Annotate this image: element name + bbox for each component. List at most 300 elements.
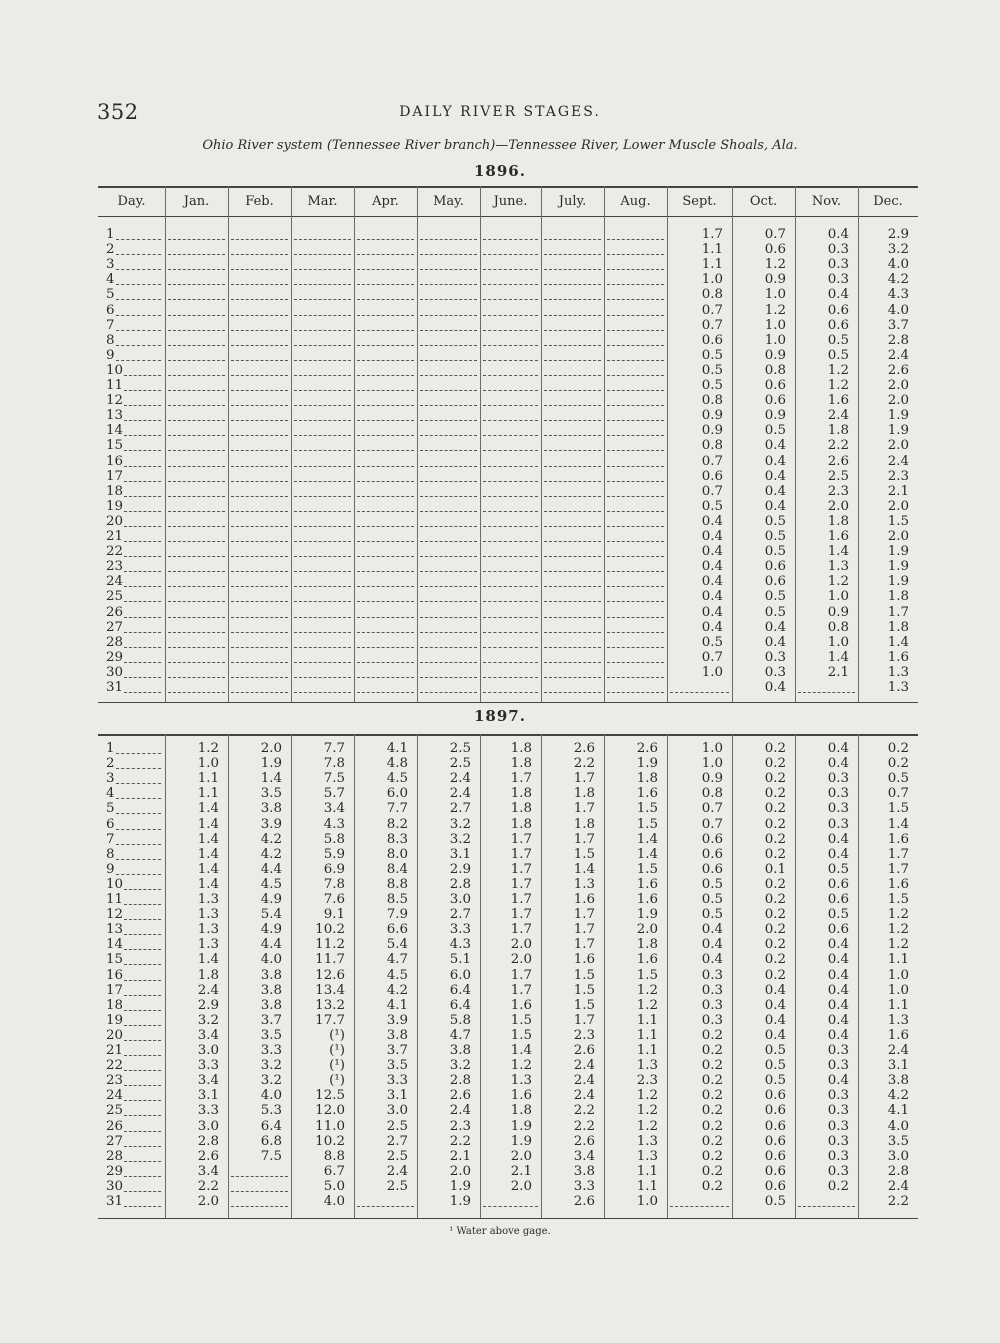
empty-cell xyxy=(483,284,538,285)
stage-value: 1.1 xyxy=(636,1012,658,1028)
empty-cell xyxy=(168,284,225,285)
stage-value: 5.0 xyxy=(323,1178,345,1194)
stage-value: 0.3 xyxy=(701,967,723,983)
stage-value: 0.9 xyxy=(827,604,849,620)
stage-value: 6.4 xyxy=(260,1118,282,1134)
stage-value: 3.0 xyxy=(197,1043,219,1058)
stage-value: 0.4 xyxy=(701,937,723,953)
stage-value: 4.8 xyxy=(386,756,408,772)
empty-cell xyxy=(294,466,351,467)
stage-value: 2.6 xyxy=(827,453,849,469)
empty-cell xyxy=(544,450,601,451)
stage-value: 0.2 xyxy=(887,756,909,772)
empty-cell xyxy=(357,390,414,391)
stage-value: 1.7 xyxy=(887,861,909,877)
stage-value: 0.3 xyxy=(827,1103,849,1119)
empty-cell xyxy=(231,692,288,693)
stage-value: 1.4 xyxy=(197,861,219,877)
empty-cell xyxy=(607,420,664,421)
stage-value: 3.8 xyxy=(260,967,282,983)
stage-value: 17.7 xyxy=(315,1012,345,1028)
stage-value: 0.5 xyxy=(764,589,786,605)
stage-value: 2.3 xyxy=(636,1073,658,1089)
stage-value: 0.3 xyxy=(827,786,849,802)
stage-value: 0.4 xyxy=(764,1027,786,1043)
stage-value: 1.6 xyxy=(827,393,849,409)
stage-value: 1.6 xyxy=(636,952,658,968)
stage-value: 1.9 xyxy=(449,1178,471,1194)
stage-value: 1.0 xyxy=(197,756,219,772)
stage-value: 2.3 xyxy=(573,1027,595,1043)
empty-cell xyxy=(168,677,225,678)
stage-value: 0.2 xyxy=(764,756,786,772)
day-number: 2 xyxy=(106,756,115,772)
day-number: 24 xyxy=(106,574,124,590)
stage-value: 0.5 xyxy=(701,907,723,923)
stage-value: 0.7 xyxy=(701,453,723,469)
stage-value: 1.4 xyxy=(573,861,595,877)
empty-cell xyxy=(168,405,225,406)
stage-value: 0.2 xyxy=(764,831,786,847)
empty-cell xyxy=(420,345,477,346)
stage-value: 2.4 xyxy=(827,408,849,424)
day-number: 5 xyxy=(106,801,115,817)
day-leader xyxy=(124,1055,161,1056)
stage-value: 1.7 xyxy=(510,876,532,892)
day-number: 20 xyxy=(106,513,124,529)
stage-value: 1.4 xyxy=(197,816,219,832)
empty-cell xyxy=(357,632,414,633)
empty-cell xyxy=(357,647,414,648)
stage-value: 0.6 xyxy=(764,574,786,590)
empty-cell xyxy=(483,375,538,376)
stage-value: 1.8 xyxy=(636,771,658,787)
empty-cell xyxy=(294,269,351,270)
stage-value: 3.7 xyxy=(887,317,909,333)
empty-cell xyxy=(231,450,288,451)
stage-value: 1.3 xyxy=(636,1148,658,1164)
stage-value: 0.3 xyxy=(701,982,723,998)
empty-cell xyxy=(544,330,601,331)
empty-cell xyxy=(607,345,664,346)
stage-value: 4.1 xyxy=(887,1103,909,1119)
empty-cell xyxy=(544,284,601,285)
stage-value: 1.5 xyxy=(573,982,595,998)
empty-cell xyxy=(168,420,225,421)
empty-cell xyxy=(483,601,538,602)
day-number: 26 xyxy=(106,1118,124,1134)
empty-cell xyxy=(607,390,664,391)
stage-value: 1.4 xyxy=(636,831,658,847)
stage-value: 9.1 xyxy=(323,907,345,923)
stage-value: 0.2 xyxy=(764,967,786,983)
stage-value: 2.0 xyxy=(510,952,532,968)
stage-value: 8.4 xyxy=(386,861,408,877)
empty-cell xyxy=(231,254,288,255)
empty-cell xyxy=(483,420,538,421)
day-number: 8 xyxy=(106,332,115,348)
empty-cell xyxy=(168,330,225,331)
stage-value: 3.4 xyxy=(197,1073,219,1089)
day-number: 14 xyxy=(106,937,124,953)
year-heading: 1897. xyxy=(474,707,526,725)
empty-cell xyxy=(483,511,538,512)
stage-value: 3.4 xyxy=(323,801,345,817)
stage-value: 1.4 xyxy=(197,876,219,892)
stage-value: 0.8 xyxy=(701,438,723,454)
stage-value: 0.5 xyxy=(764,1194,786,1209)
empty-cell xyxy=(294,360,351,361)
day-number: 7 xyxy=(106,317,115,333)
stage-value: 1.5 xyxy=(636,801,658,817)
stage-value: 7.6 xyxy=(323,892,345,907)
empty-cell xyxy=(420,632,477,633)
day-leader xyxy=(124,586,161,587)
empty-cell xyxy=(544,390,601,391)
stage-value: 0.7 xyxy=(764,227,786,242)
empty-cell xyxy=(231,586,288,587)
stage-value: 2.6 xyxy=(887,362,909,378)
stage-value: 0.5 xyxy=(764,513,786,529)
stage-value: 2.1 xyxy=(827,664,849,680)
stage-value: 3.4 xyxy=(197,1027,219,1043)
empty-cell xyxy=(357,284,414,285)
day-leader xyxy=(116,269,161,270)
empty-cell xyxy=(168,647,225,648)
stage-value: 0.4 xyxy=(827,846,849,862)
stage-value: 1.5 xyxy=(573,846,595,862)
stage-value: 1.0 xyxy=(636,1194,658,1209)
footnote: ¹ Water above gage. xyxy=(449,1226,551,1237)
stage-value: 2.4 xyxy=(887,1043,909,1058)
empty-cell xyxy=(544,405,601,406)
empty-cell xyxy=(231,662,288,663)
day-number: 11 xyxy=(106,378,124,393)
stage-value: 0.2 xyxy=(701,1133,723,1149)
day-number: 28 xyxy=(106,1148,124,1164)
empty-cell xyxy=(357,541,414,542)
empty-cell xyxy=(607,360,664,361)
stage-value: 0.1 xyxy=(764,861,786,877)
stage-value: 4.9 xyxy=(260,892,282,907)
stage-value: 4.0 xyxy=(260,1088,282,1104)
stage-value: 1.9 xyxy=(887,423,909,439)
stage-value: 1.2 xyxy=(636,982,658,998)
empty-cell xyxy=(420,450,477,451)
empty-cell xyxy=(357,586,414,587)
empty-cell xyxy=(168,269,225,270)
empty-cell xyxy=(607,481,664,482)
day-number: 21 xyxy=(106,529,124,544)
empty-cell xyxy=(483,330,538,331)
stage-value: 0.6 xyxy=(701,846,723,862)
stage-value: 1.4 xyxy=(197,831,219,847)
stage-value: 4.2 xyxy=(887,272,909,288)
day-leader xyxy=(116,345,161,346)
empty-cell xyxy=(483,556,538,557)
stage-value: 1.2 xyxy=(510,1058,532,1074)
stage-value: 0.5 xyxy=(764,1073,786,1089)
empty-cell xyxy=(420,601,477,602)
stage-value: 0.2 xyxy=(764,922,786,938)
empty-cell xyxy=(420,692,477,693)
column-header: June. xyxy=(493,194,528,209)
empty-cell xyxy=(231,601,288,602)
stage-value: 4.1 xyxy=(386,997,408,1013)
stage-value: 0.6 xyxy=(827,317,849,333)
empty-cell xyxy=(420,662,477,663)
stage-value: 0.3 xyxy=(827,816,849,832)
empty-cell xyxy=(544,299,601,300)
stage-value: 1.0 xyxy=(764,317,786,333)
stage-value: 2.6 xyxy=(573,741,595,756)
stage-value: 0.3 xyxy=(827,1163,849,1179)
stage-value: 2.2 xyxy=(573,756,595,772)
stage-value: 2.6 xyxy=(573,1043,595,1058)
stage-value: 3.3 xyxy=(197,1058,219,1074)
empty-cell xyxy=(168,299,225,300)
stage-value: 1.3 xyxy=(510,1073,532,1089)
stage-value: 0.3 xyxy=(827,242,849,258)
empty-cell xyxy=(231,405,288,406)
stage-value: 1.1 xyxy=(197,786,219,802)
empty-cell xyxy=(168,511,225,512)
stage-value: 3.5 xyxy=(386,1058,408,1074)
empty-cell xyxy=(357,1206,414,1207)
stage-value: 4.2 xyxy=(260,831,282,847)
day-leader xyxy=(124,450,161,451)
column-header: Apr. xyxy=(372,194,399,209)
empty-cell xyxy=(483,617,538,618)
day-number: 21 xyxy=(106,1043,124,1058)
stage-value: 0.5 xyxy=(764,604,786,620)
stage-value: 1.4 xyxy=(197,846,219,862)
empty-cell xyxy=(357,571,414,572)
empty-cell xyxy=(168,556,225,557)
empty-cell xyxy=(420,556,477,557)
day-leader xyxy=(124,526,161,527)
stage-value: 0.4 xyxy=(701,513,723,529)
empty-cell xyxy=(294,601,351,602)
empty-cell xyxy=(168,526,225,527)
empty-cell xyxy=(231,375,288,376)
stage-value: 0.6 xyxy=(827,892,849,907)
stage-value: 0.6 xyxy=(764,1133,786,1149)
day-leader xyxy=(116,798,161,799)
stage-value: 1.2 xyxy=(764,302,786,318)
empty-cell xyxy=(483,571,538,572)
empty-cell xyxy=(357,617,414,618)
stage-value: 0.3 xyxy=(827,801,849,817)
empty-cell xyxy=(168,496,225,497)
empty-cell xyxy=(607,526,664,527)
stage-value: 2.0 xyxy=(197,1194,219,1209)
stage-value: 2.0 xyxy=(887,498,909,514)
empty-cell xyxy=(607,239,664,240)
stage-value: 1.8 xyxy=(510,756,532,772)
day-leader xyxy=(116,859,161,860)
stage-value: 0.7 xyxy=(701,816,723,832)
stage-value: 1.9 xyxy=(887,544,909,560)
empty-cell xyxy=(483,586,538,587)
stage-value: 8.8 xyxy=(386,876,408,892)
day-leader xyxy=(124,1100,161,1101)
day-number: 14 xyxy=(106,423,124,439)
stage-value: 3.8 xyxy=(260,997,282,1013)
empty-cell xyxy=(483,466,538,467)
column-divider xyxy=(541,186,542,702)
empty-cell xyxy=(607,677,664,678)
empty-cell xyxy=(357,556,414,557)
empty-cell xyxy=(607,647,664,648)
stage-value: 11.2 xyxy=(315,937,345,953)
stage-value: 2.1 xyxy=(449,1148,471,1164)
stage-value: 1.9 xyxy=(887,574,909,590)
day-number: 12 xyxy=(106,907,124,923)
day-number: 5 xyxy=(106,287,115,303)
column-header: Mar. xyxy=(307,194,338,209)
stage-value: 1.8 xyxy=(510,801,532,817)
stage-value: 0.2 xyxy=(701,1073,723,1089)
stage-value: 2.1 xyxy=(887,483,909,499)
empty-cell xyxy=(607,571,664,572)
stage-value: 3.3 xyxy=(573,1178,595,1194)
empty-cell xyxy=(168,541,225,542)
stage-value: 1.3 xyxy=(887,1012,909,1028)
empty-cell xyxy=(231,496,288,497)
empty-cell xyxy=(357,405,414,406)
day-leader xyxy=(124,375,161,376)
stage-value: 1.0 xyxy=(764,287,786,303)
empty-cell xyxy=(231,571,288,572)
stage-value: (¹) xyxy=(329,1043,345,1058)
stage-value: 0.4 xyxy=(827,227,849,242)
empty-cell xyxy=(544,571,601,572)
stage-value: 12.5 xyxy=(315,1088,345,1104)
empty-cell xyxy=(168,315,225,316)
empty-cell xyxy=(607,299,664,300)
stage-value: 1.2 xyxy=(887,907,909,923)
stage-value: 0.3 xyxy=(827,1043,849,1058)
stage-value: 1.4 xyxy=(827,544,849,560)
stage-value: 0.2 xyxy=(887,741,909,756)
day-number: 10 xyxy=(106,876,124,892)
stage-value: 2.0 xyxy=(636,922,658,938)
stage-value: 0.6 xyxy=(701,831,723,847)
empty-cell xyxy=(357,511,414,512)
day-number: 11 xyxy=(106,892,124,907)
empty-cell xyxy=(168,586,225,587)
stage-value: 1.6 xyxy=(573,952,595,968)
stage-value: 0.5 xyxy=(701,876,723,892)
stage-value: 1.7 xyxy=(573,922,595,938)
stage-value: 1.0 xyxy=(701,756,723,772)
empty-cell xyxy=(231,269,288,270)
empty-cell xyxy=(231,390,288,391)
stage-value: 0.2 xyxy=(701,1027,723,1043)
day-leader xyxy=(116,753,161,754)
empty-cell xyxy=(420,315,477,316)
day-leader xyxy=(116,768,161,769)
empty-cell xyxy=(607,586,664,587)
stage-value: 0.8 xyxy=(701,287,723,303)
stage-value: 1.7 xyxy=(573,1012,595,1028)
stage-value: 1.0 xyxy=(827,589,849,605)
empty-cell xyxy=(231,360,288,361)
stage-value: 1.1 xyxy=(636,1163,658,1179)
day-number: 15 xyxy=(106,438,124,454)
empty-cell xyxy=(544,526,601,527)
day-leader xyxy=(124,420,161,421)
empty-cell xyxy=(168,345,225,346)
stage-value: 2.4 xyxy=(887,1178,909,1194)
stage-value: 1.7 xyxy=(510,892,532,907)
stage-value: 1.2 xyxy=(636,1118,658,1134)
stage-value: 1.7 xyxy=(510,967,532,983)
column-header: Jan. xyxy=(183,194,210,209)
empty-cell xyxy=(544,692,601,693)
day-number: 1 xyxy=(106,227,115,242)
stage-value: 0.7 xyxy=(701,801,723,817)
stage-value: 11.0 xyxy=(315,1118,345,1134)
stage-value: 1.3 xyxy=(197,892,219,907)
stage-value: 1.7 xyxy=(887,846,909,862)
stage-value: 1.4 xyxy=(197,801,219,817)
stage-value: 7.5 xyxy=(260,1148,282,1164)
day-leader xyxy=(116,829,161,830)
empty-cell xyxy=(357,692,414,693)
stage-value: 0.6 xyxy=(701,861,723,877)
empty-cell xyxy=(420,617,477,618)
stage-value: 5.8 xyxy=(323,831,345,847)
stage-value: 2.4 xyxy=(197,982,219,998)
stage-value: 2.6 xyxy=(197,1148,219,1164)
day-number: 18 xyxy=(106,483,124,499)
stage-value: 0.7 xyxy=(701,483,723,499)
stage-value: 2.7 xyxy=(449,801,471,817)
stage-value: 0.5 xyxy=(827,347,849,363)
empty-cell xyxy=(294,284,351,285)
column-header: Day. xyxy=(117,194,146,209)
stage-value: 0.4 xyxy=(764,468,786,484)
day-number: 29 xyxy=(106,1163,124,1179)
empty-cell xyxy=(357,315,414,316)
stage-value: 2.3 xyxy=(449,1118,471,1134)
stage-value: 3.4 xyxy=(573,1148,595,1164)
stage-value: 0.4 xyxy=(701,559,723,575)
empty-cell xyxy=(544,541,601,542)
stage-value: 2.4 xyxy=(449,771,471,787)
stage-value: 3.8 xyxy=(573,1163,595,1179)
empty-cell xyxy=(294,571,351,572)
stage-value: (¹) xyxy=(329,1058,345,1074)
column-header: Sept. xyxy=(682,194,717,209)
empty-cell xyxy=(294,496,351,497)
stage-value: 1.5 xyxy=(510,1027,532,1043)
stage-value: 0.9 xyxy=(764,347,786,363)
empty-cell xyxy=(357,330,414,331)
day-number: 19 xyxy=(106,1012,124,1028)
stage-value: 1.2 xyxy=(636,1088,658,1104)
stage-value: 0.4 xyxy=(827,952,849,968)
stage-value: 2.8 xyxy=(449,876,471,892)
empty-cell xyxy=(294,647,351,648)
column-divider xyxy=(354,186,355,702)
day-leader xyxy=(124,1085,161,1086)
stage-value: 1.0 xyxy=(827,634,849,650)
stage-value: 1.9 xyxy=(510,1133,532,1149)
empty-cell xyxy=(607,662,664,663)
